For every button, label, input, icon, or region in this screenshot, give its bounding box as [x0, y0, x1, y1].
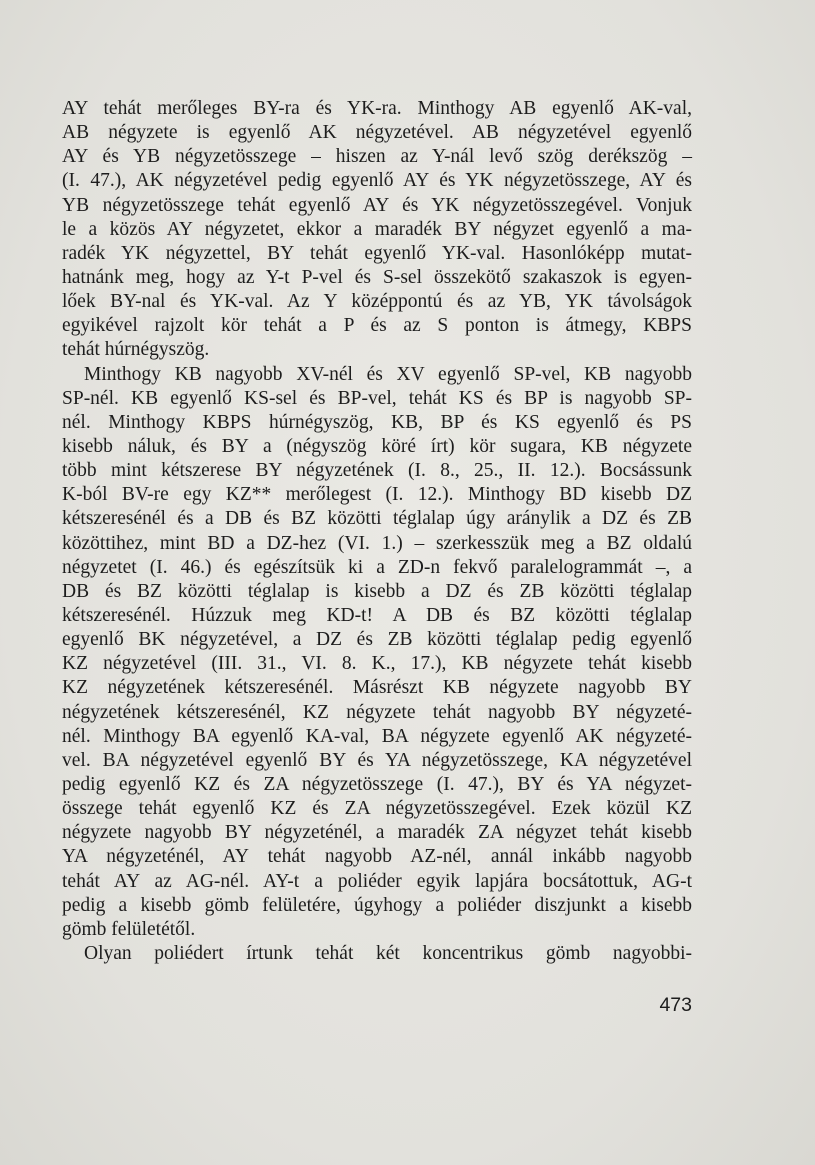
- text-line: le a közös AY négyzetet, ekkor a maradék BY négyzet egyenlő a ma-: [62, 218, 692, 240]
- text-line: KZ négyzetével (III. 31., VI. 8. K., 17.), KB négyzete tehát kisebb: [62, 653, 692, 675]
- text-line: hatnánk meg, hogy az Y-t P-vel és S-sel összekötő szakaszok is egyen-: [62, 266, 692, 288]
- text-line: több mint kétszerese BY négyzetének (I. 8., 25., II. 12.). Bocsássunk: [62, 460, 692, 482]
- text-line: AY és YB négyzetösszege – hiszen az Y-nál levő szög derékszög –: [62, 146, 692, 168]
- text-line: összege tehát egyenlő KZ és ZA négyzetösszegével. Ezek közül KZ: [62, 798, 692, 820]
- text-line: négyzete nagyobb BY négyzeténél, a maradék ZA négyzet tehát kisebb: [62, 822, 692, 844]
- text-line: kétszeresénél és a DB és BZ közötti téglalap úgy aránylik a DZ és ZB: [62, 508, 692, 530]
- text-line: Minthogy KB nagyobb XV-nél és XV egyenlő SP-vel, KB nagyobb: [84, 363, 692, 385]
- text-line: egyenlő BK négyzetével, a DZ és ZB közötti téglalap pedig egyenlő: [62, 629, 692, 651]
- text-line: AY tehát merőleges BY-ra és YK-ra. Minthogy AB egyenlő AK-val,: [62, 98, 692, 119]
- text-line: pedig a kisebb gömb felületére, úgyhogy a poliéder diszjunkt a kisebb: [62, 894, 692, 916]
- text-line: közöttihez, mint BD a DZ-hez (VI. 1.) – szerkesszük meg a BZ oldalú: [62, 532, 692, 554]
- text-line: KZ négyzetének kétszeresénél. Másrészt KB négyzete nagyobb BY: [62, 677, 692, 699]
- text-line: YA négyzeténél, AY tehát nagyobb AZ-nél, annál inkább nagyobb: [62, 846, 692, 868]
- text-line: radék YK négyzettel, BY tehát egyenlő YK-val. Hasonlóképp mutat-: [62, 242, 692, 264]
- text-line: nél. Minthogy KBPS húrnégyszög, KB, BP és KS egyenlő és PS: [62, 411, 692, 433]
- text-line: AB négyzete is egyenlő AK négyzetével. AB négyzetével egyenlő: [62, 122, 692, 144]
- text-line: kétszeresénél. Húzzuk meg KD-t! A DB és BZ közötti téglalap: [62, 604, 692, 626]
- text-line: gömb felületétől.: [62, 918, 196, 940]
- text-line: nél. Minthogy BA egyenlő KA-val, BA négyzete egyenlő AK négyzeté-: [62, 725, 692, 747]
- text-line: lőek BY-nal és YK-val. Az Y középpontú és az YB, YK távolságok: [62, 291, 692, 313]
- text-line: K-ból BV-re egy KZ** merőlegest (I. 12.). Minthogy BD kisebb DZ: [62, 484, 692, 506]
- text-line: YB négyzetösszege tehát egyenlő AY és YK négyzetösszegével. Vonjuk: [62, 194, 692, 216]
- text-line: SP-nél. KB egyenlő KS-sel és BP-vel, tehát KS és BP is nagyobb SP-: [62, 387, 692, 409]
- page-number: 473: [659, 994, 692, 1016]
- text-line: Olyan poliédert írtunk tehát két koncentrikus gömb nagyobbi-: [84, 942, 692, 964]
- text-line: pedig egyenlő KZ és ZA négyzetösszege (I. 47.), BY és YA négyzet-: [62, 773, 692, 795]
- text-line: tehát AY az AG-nél. AY-t a poliéder egyik lapjára bocsátottuk, AG-t: [62, 870, 692, 892]
- text-line: négyzetet (I. 46.) és egészítsük ki a ZD-n fekvő paralelogrammát –, a: [62, 556, 692, 578]
- body-text: [62, 97, 692, 966]
- text-line: tehát húrnégyszög.: [62, 339, 210, 361]
- text-line: kisebb náluk, és BY a (négyszög köré írt) kör sugara, KB négyzete: [62, 435, 692, 457]
- text-line: vel. BA négyzetével egyenlő BY és YA négyzetösszege, KA négyzetével: [62, 749, 692, 771]
- text-line: négyzetének kétszeresénél, KZ négyzete tehát nagyobb BY négyzeté-: [62, 701, 692, 723]
- text-line: DB és BZ közötti téglalap is kisebb a DZ és ZB közötti téglalap: [62, 580, 692, 602]
- text-line: (I. 47.), AK négyzetével pedig egyenlő AY és YK négyzetösszege, AY és: [62, 170, 692, 192]
- text-line: egyikével rajzolt kör tehát a P és az S ponton is átmegy, KBPS: [62, 315, 692, 337]
